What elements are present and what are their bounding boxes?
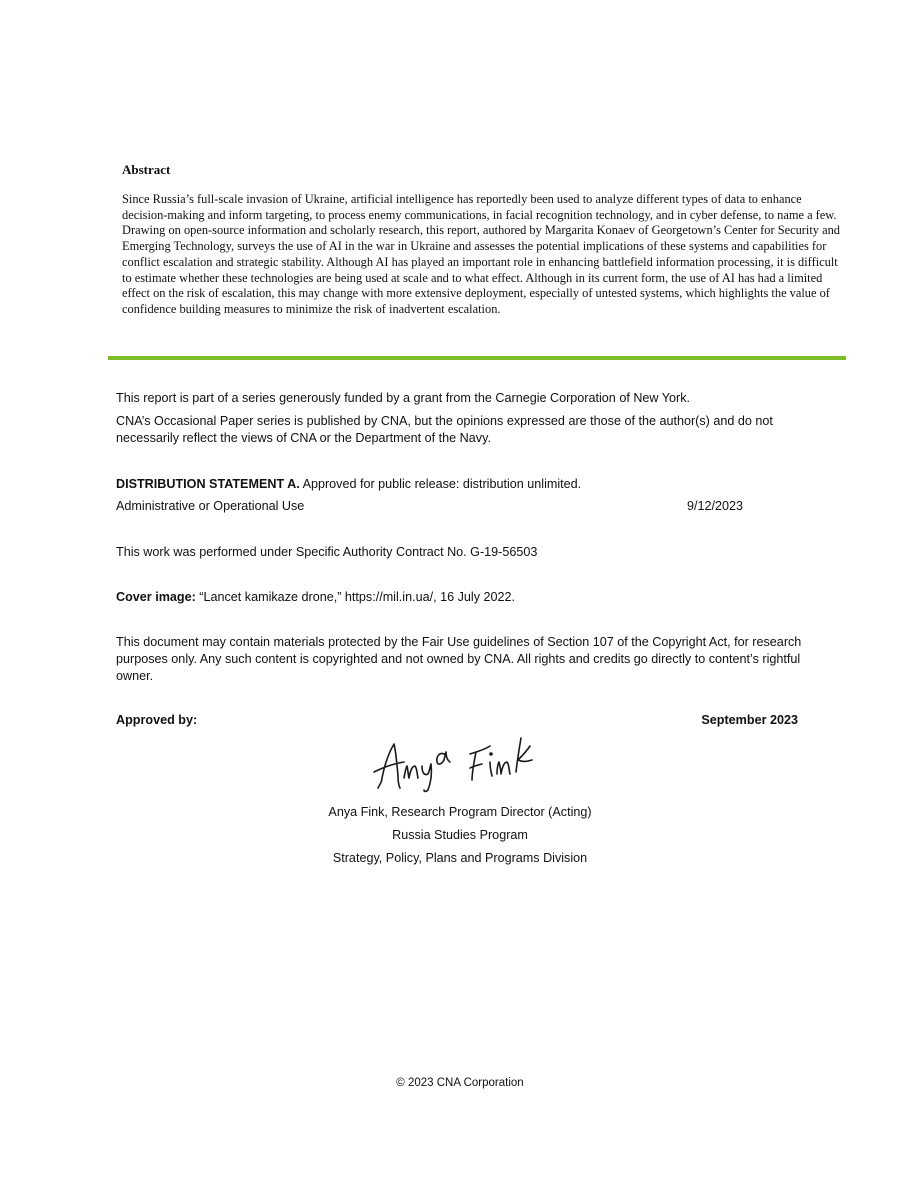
approver-program: Russia Studies Program (392, 828, 528, 842)
signature-image (370, 732, 555, 794)
section-divider (108, 356, 846, 360)
distribution-text: Approved for public release: distribution unlimited. (299, 477, 582, 491)
approver-name-title: Anya Fink, Research Program Director (Acting) (328, 805, 592, 819)
abstract-section (122, 162, 842, 318)
cover-image-label: Cover image: (116, 590, 196, 604)
cover-image-credit (116, 589, 806, 606)
fair-use-note: This document may contain materials protected by the Fair Use guidelines of Section 107 of the Copyright Act, for research purposes only. Any such content is copyrighted and not owned by CNA. All rights and credits go directly to content’s rightful owner. (116, 635, 802, 683)
abstract-body: Since Russia’s full-scale invasion of Ukraine, artificial intelligence has reportedly been used to analyze different types of data to enhance decision-making and inform targeting, to process enemy communications, in facial recognition technology, and in cyber defense, to name a few. Drawing on open-source information and scholarly research, this report, authored by Margarita Konaev of Georgetown’s Center for Security and Emerging Technology, surveys the use of AI in the war in Ukraine and assesses the potential implications of these systems and capabilities for conflict escalation and strategic stability. Although AI has played an important role in enhancing battlefield information processing, it is difficult to estimate whether these technologies are being used at scale and to what effect. Although in its current form, the use of AI has had a limited effect on the risk of escalation, this may change with more extensive deployment, especially of untested systems, which highlights the value of confidence building measures to minimize the risk of inadvertent escalation. (122, 192, 840, 316)
disclaimer-note: CNA’s Occasional Paper series is published by CNA, but the opinions expressed are those of the author(s) and do not necessarily reflect the views of CNA or the Department of the Navy. (116, 414, 773, 445)
distribution-statement (116, 476, 806, 493)
copyright-footer: © 2023 CNA Corporation (396, 1077, 524, 1089)
approved-by-label: Approved by: (116, 713, 198, 727)
approval-date: September 2023 (701, 713, 798, 727)
cover-image-text: “Lancet kamikaze drone,” https://mil.in.ua/, 16 July 2022. (195, 590, 516, 604)
approver-division: Strategy, Policy, Plans and Programs Division (332, 851, 588, 865)
distribution-label: DISTRIBUTION STATEMENT A. (116, 477, 300, 491)
approval-row (116, 712, 798, 729)
contract-note: This work was performed under Specific Authority Contract No. G-19-56503 (116, 545, 538, 559)
abstract-heading: Abstract (122, 162, 171, 177)
distribution-date: 9/12/2023 (687, 499, 744, 513)
distribution-use: Administrative or Operational Use (116, 499, 305, 513)
distribution-use-row (116, 498, 798, 515)
approver-block (260, 801, 660, 870)
funding-note: This report is part of a series generously funded by a grant from the Carnegie Corporation of New York. (116, 391, 691, 405)
